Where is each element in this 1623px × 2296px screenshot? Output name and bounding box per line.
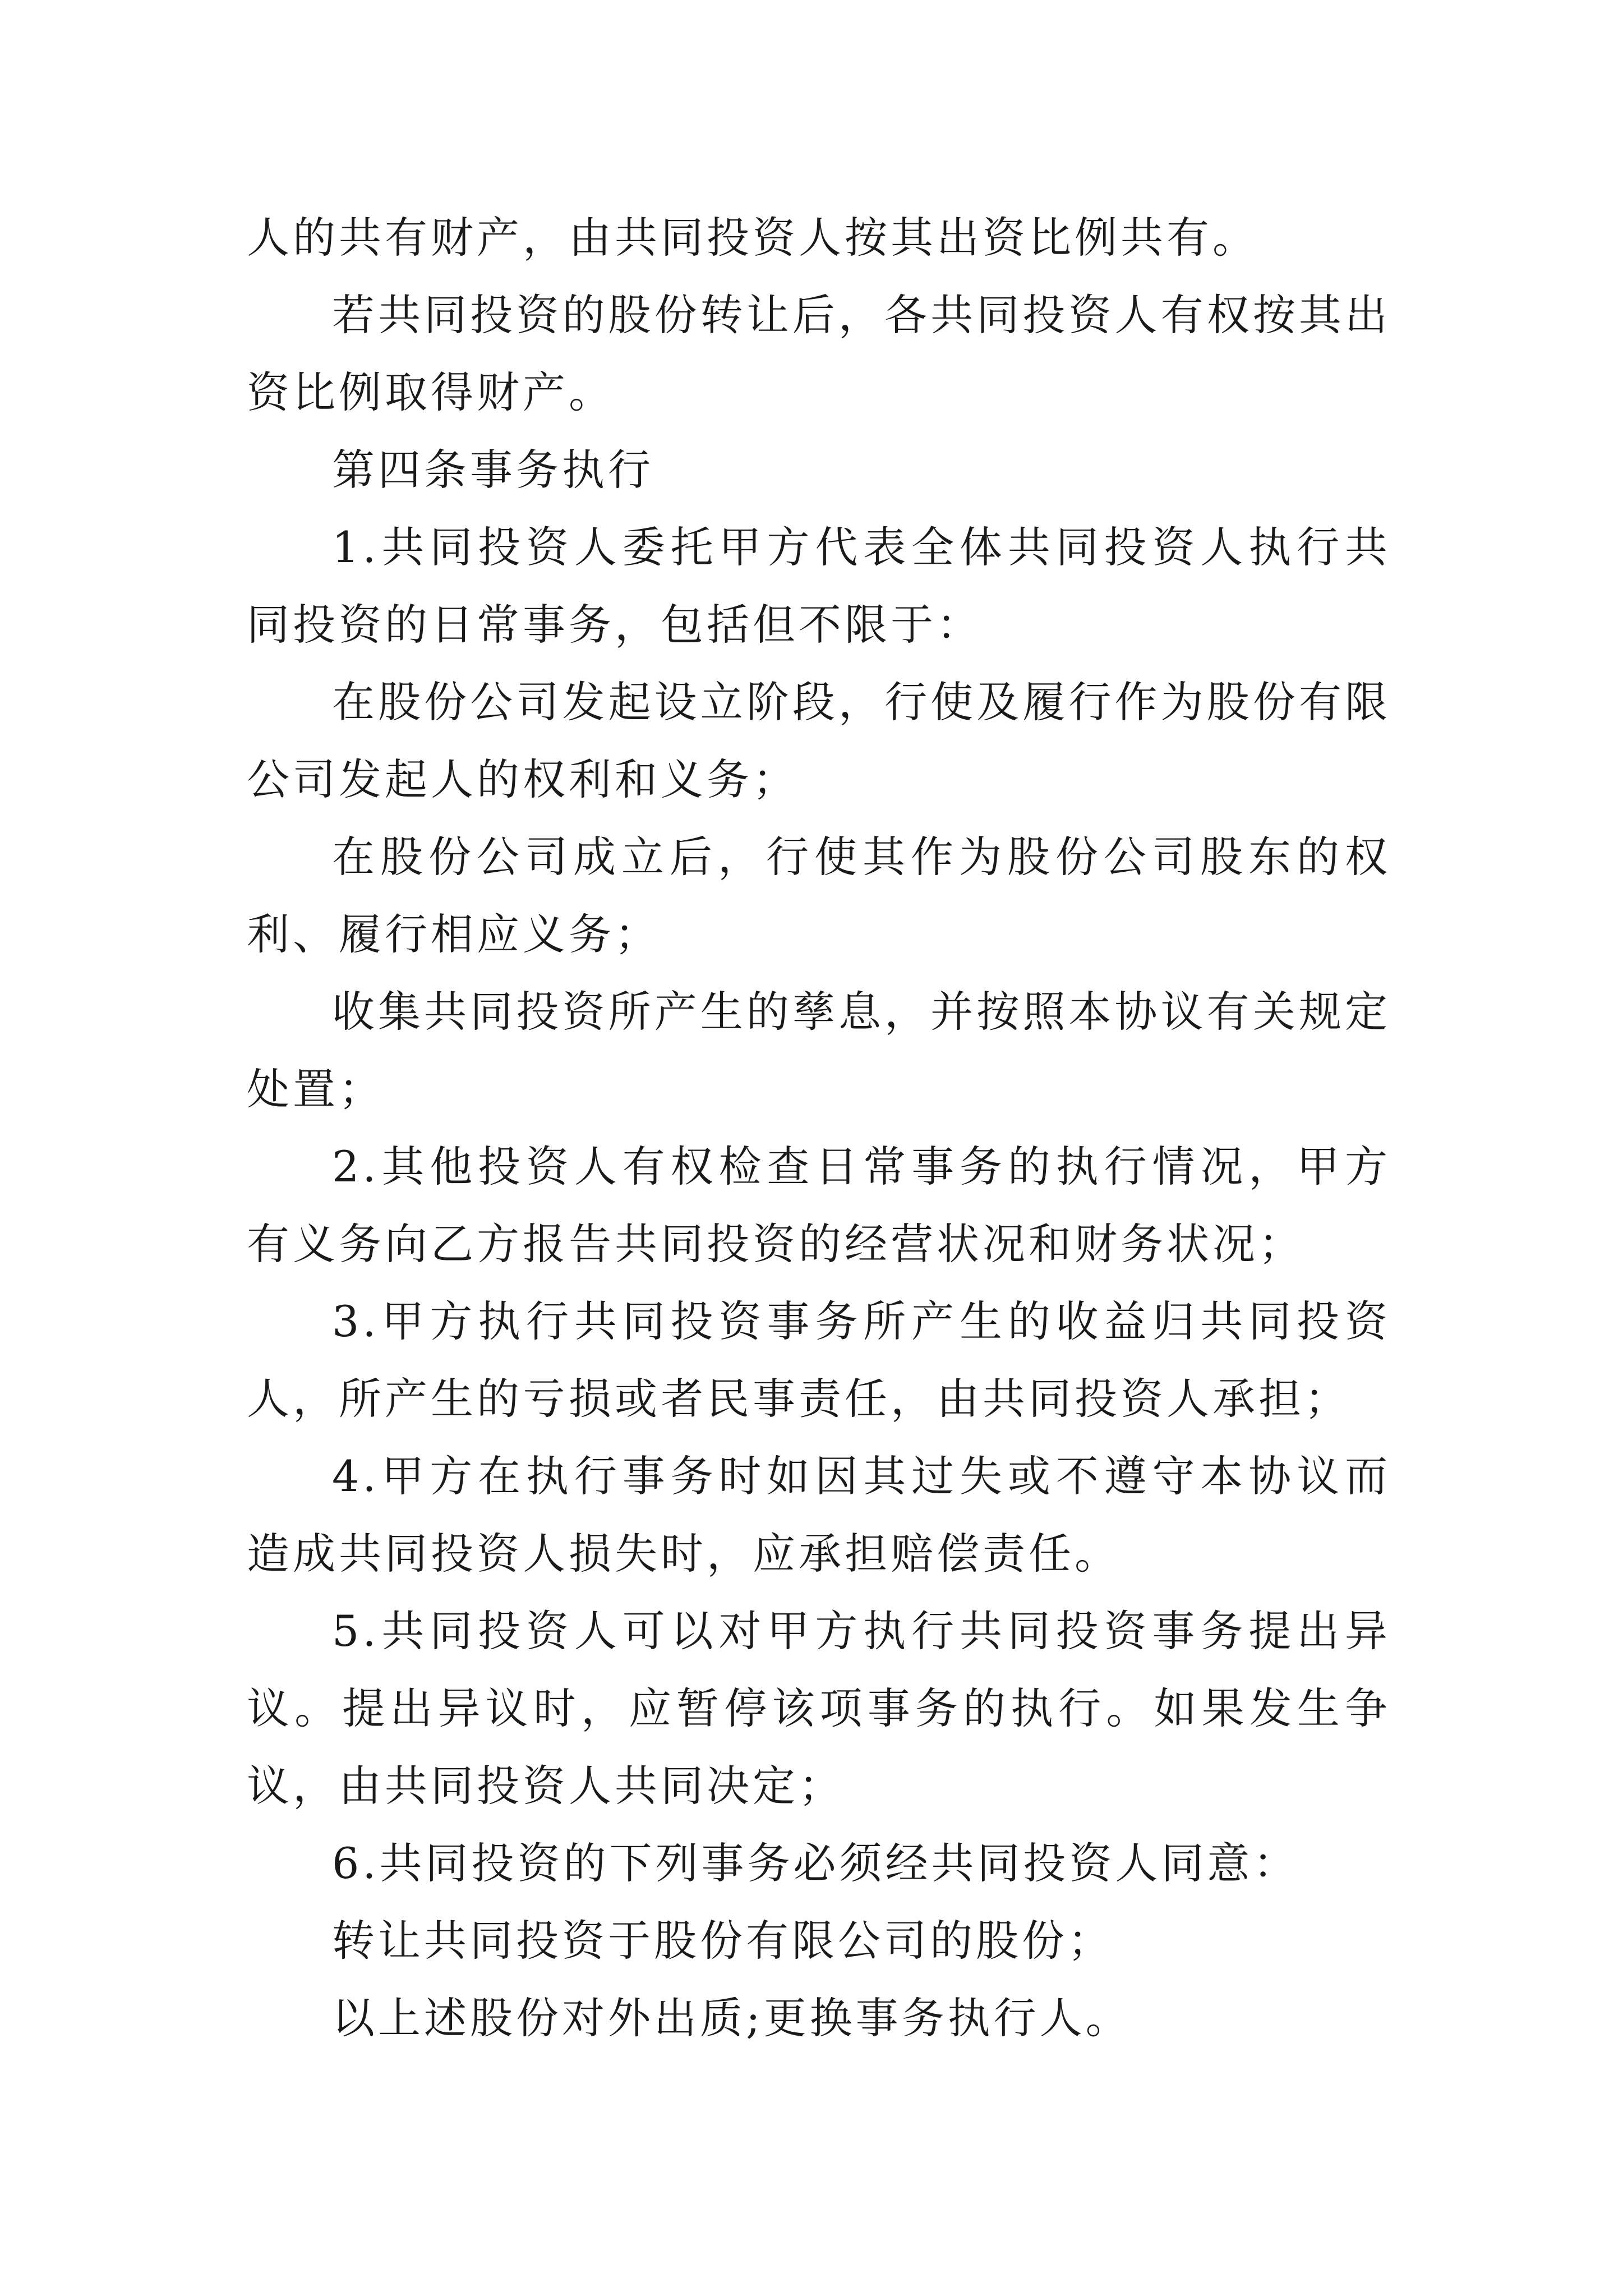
clause-1: 1.共同投资人委托甲方代表全体共同投资人执行共同投资的日常事务，包括但不限于： <box>247 522 1391 650</box>
clause-1-item-after-establishment: 在股份公司成立后，行使其作为股份公司股东的权利、履行相应义务； <box>247 832 1391 959</box>
clause-4: 4.甲方在执行事务时如因其过失或不遵守本协议而造成共同投资人损失时，应承担赔偿责任。 <box>247 1451 1391 1579</box>
document-body <box>247 199 1391 2057</box>
section-heading-article-4: 第四条事务执行 <box>332 445 654 495</box>
paragraph-share-transfer: 若共同投资的股份转让后，各共同投资人有权按其出资比例取得财产。 <box>247 290 1391 417</box>
clause-3: 3.甲方执行共同投资事务所产生的收益归共同投资人，所产生的亏损或者民事责任，由共同投资人承担； <box>247 1296 1391 1424</box>
clause-6-item-pledge-shares: 以上述股份对外出质;更换事务执行人。 <box>332 1993 1132 2043</box>
clause-1-item-collect-proceeds: 收集共同投资所产生的孳息，并按照本协议有关规定处置； <box>247 987 1391 1114</box>
clause-5: 5.共同投资人可以对甲方执行共同投资事务提出异议。提出异议时，应暂停该项事务的执行。如果发生争议，由共同投资人共同决定； <box>247 1606 1391 1811</box>
paragraph-continuation: 人的共有财产，由共同投资人按其出资比例共有。 <box>247 213 1258 263</box>
clause-1-item-founding-stage: 在股份公司发起设立阶段，行使及履行作为股份有限公司发起人的权利和义务； <box>247 677 1391 804</box>
clause-6-item-transfer-shares: 转让共同投资于股份有限公司的股份； <box>332 1916 1114 1966</box>
clause-6: 6.共同投资的下列事务必须经共同投资人同意： <box>332 1838 1299 1888</box>
clause-2: 2.其他投资人有权检查日常事务的执行情况，甲方有义务向乙方报告共同投资的经营状况和财务状况； <box>247 1142 1391 1269</box>
